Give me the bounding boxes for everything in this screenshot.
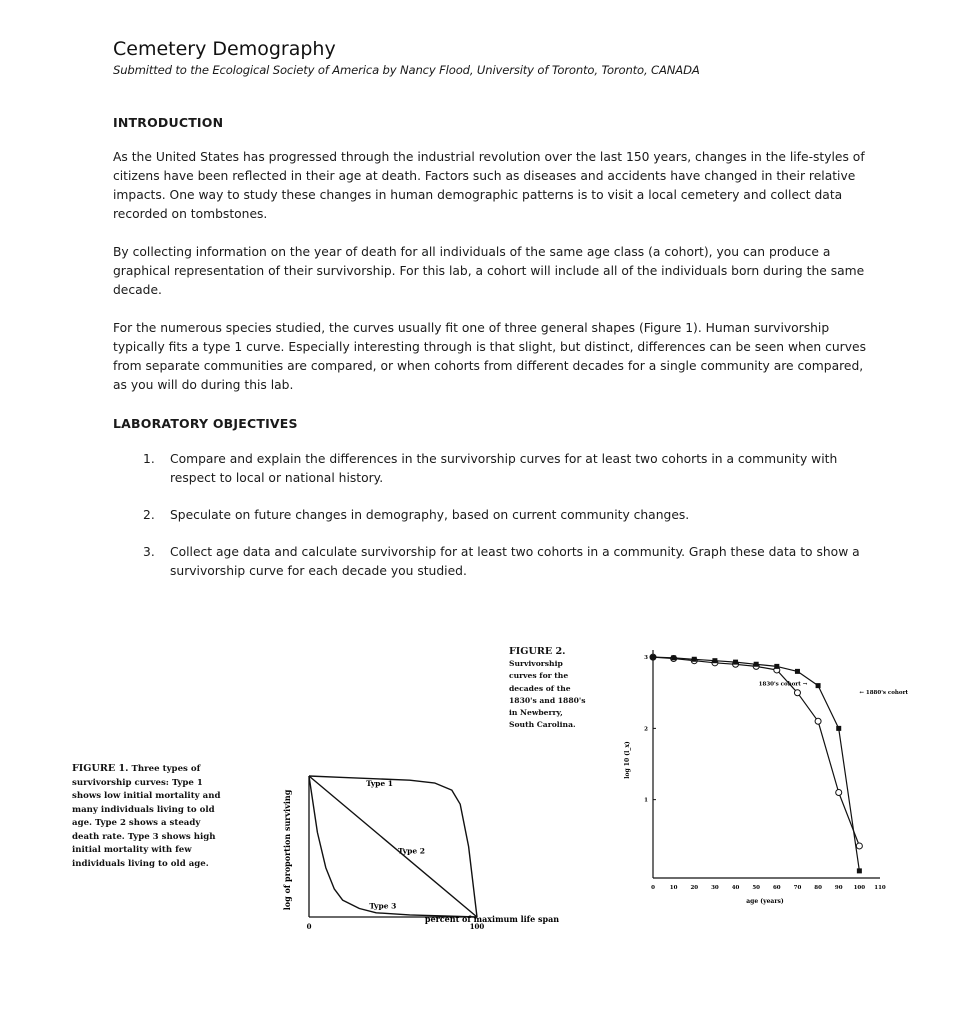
list-item-number: 2. <box>143 508 155 522</box>
figure2-point-1880s <box>795 669 800 674</box>
figure1-x-tick: 100 <box>469 922 485 931</box>
page-title: Cemetery Demography <box>113 38 336 60</box>
intro-paragraph-2: By collecting information on the year of death for all individuals of the same age class (a cohort), you can produce a graphical representation of their survivorship. For this lab, a cohort will include all of the individuals born during the same decade. <box>113 245 865 297</box>
figure1-caption-text: Three types of survivorship curves: Type 1 shows low initial mortality and many individuals living to old age. Type 2 shows a steady death rate. Type 3 shows high initial mortality with few individuals living to old age. <box>72 764 221 869</box>
figure1-xlabel: percent of maximum life span <box>424 914 560 924</box>
figure2-x-tick: 40 <box>731 885 740 891</box>
list-item-number: 3. <box>143 545 155 559</box>
figure1-x-tick: 0 <box>306 922 312 931</box>
objectives-heading: LABORATORY OBJECTIVES <box>113 416 298 431</box>
list-item-text: Speculate on future changes in demography, based on current community changes. <box>170 508 690 522</box>
figure2-point-1830s <box>794 690 800 696</box>
figure2-annotation: 1830's cohort → <box>758 681 808 688</box>
figure1-ylabel: log of proportion surviving <box>282 789 292 911</box>
figure2-point-1880s <box>754 662 759 667</box>
figure2-point-1880s <box>692 657 697 662</box>
figure2-x-tick: 20 <box>690 885 699 891</box>
list-item <box>113 506 873 525</box>
figure2-point-1880s <box>733 660 738 665</box>
figure2-x-tick: 60 <box>772 885 781 891</box>
page-subtitle: Submitted to the Ecological Society of America by Nancy Flood, University of Toronto, Toronto, CANADA <box>113 63 700 77</box>
figure1-chart <box>282 770 560 950</box>
list-item-text: Collect age data and calculate survivorship for at least two cohorts in a community. Graph these data to show a survivorship curve for each decade you studied. <box>170 545 860 578</box>
intro-paragraph-3: For the numerous species studied, the curves usually fit one of three general shapes (Figure 1). Human survivorship typically fits a type 1 curve. Especially interesting through is that slight, but distinct, differences can be seen when curves from separate communities are compared, or when cohorts from different decades for a single community are compared, as you will do during this lab. <box>113 321 866 392</box>
figure2-point-1880s <box>857 868 862 873</box>
list-item-number: 1. <box>143 452 155 466</box>
figure2-x-tick: 10 <box>669 885 678 891</box>
figure2-x-tick: 80 <box>814 885 822 891</box>
figure2-point-1880s <box>816 683 821 688</box>
figure2-x-tick: 100 <box>853 885 866 891</box>
figure2-x-tick: 30 <box>711 885 719 891</box>
figure2-x-tick: 90 <box>834 885 843 891</box>
figure2-xlabel: age (years) <box>746 898 784 905</box>
figure2-x-tick: 50 <box>752 885 761 891</box>
figure2-point-1830s <box>836 790 842 796</box>
figure2-ylabel: log 10 (l_x) <box>624 741 631 779</box>
figure1-series-label: Type 2 <box>397 846 425 856</box>
list-item <box>113 543 873 581</box>
figure2-point-1880s <box>651 655 656 660</box>
introduction-heading: INTRODUCTION <box>113 115 224 130</box>
figure1-caption <box>72 762 222 871</box>
figure2-series-line <box>653 657 859 846</box>
figure2-y-tick: 1 <box>644 797 648 804</box>
figure2-series-line <box>653 657 859 871</box>
figure1-series-2 <box>309 776 477 917</box>
list-item-text: Compare and explain the differences in the survivorship curves for at least two cohorts in a community with respect to local or national history. <box>170 452 838 485</box>
figure2-point-1880s <box>712 658 717 663</box>
figure2-y-tick: 2 <box>644 726 648 733</box>
figure2-caption-text: Survivorship curves for the decades of the 1830's and 1880's in Newberry, South Carolina. <box>509 659 586 730</box>
figure2-x-tick: 70 <box>793 885 802 891</box>
figure2-chart <box>615 640 909 910</box>
figure2-point-1880s <box>774 664 779 669</box>
figure2-x-tick: 0 <box>651 885 655 891</box>
intro-paragraph-1: As the United States has progressed through the industrial revolution over the last 150 years, changes in the life-styles of citizens have been reflected in their age at death. Factors such as diseases and accidents have changed in their relative impacts. One way to study these changes in human demographic patterns is to visit a local cemetery and collect data recorded on tombstones. <box>113 150 865 221</box>
figure2-caption <box>509 646 589 731</box>
figure2-y-tick: 3 <box>644 655 648 662</box>
figure1-series-label: Type 1 <box>366 778 394 788</box>
figure2-point-1830s <box>856 843 862 849</box>
figure2-point-1880s <box>671 655 676 660</box>
figure2-caption-label: FIGURE 2. <box>509 646 566 657</box>
objectives-list <box>113 450 873 581</box>
figure2-annotation: ← 1880's cohort <box>859 690 909 697</box>
figure2-x-tick: 110 <box>874 885 886 891</box>
figure2-point-1830s <box>815 718 821 724</box>
figure1-caption-label: FIGURE 1. <box>72 763 129 774</box>
figure1-series-label: Type 3 <box>369 901 397 911</box>
figure2-point-1880s <box>836 726 841 731</box>
list-item <box>113 450 873 488</box>
document <box>113 38 873 581</box>
